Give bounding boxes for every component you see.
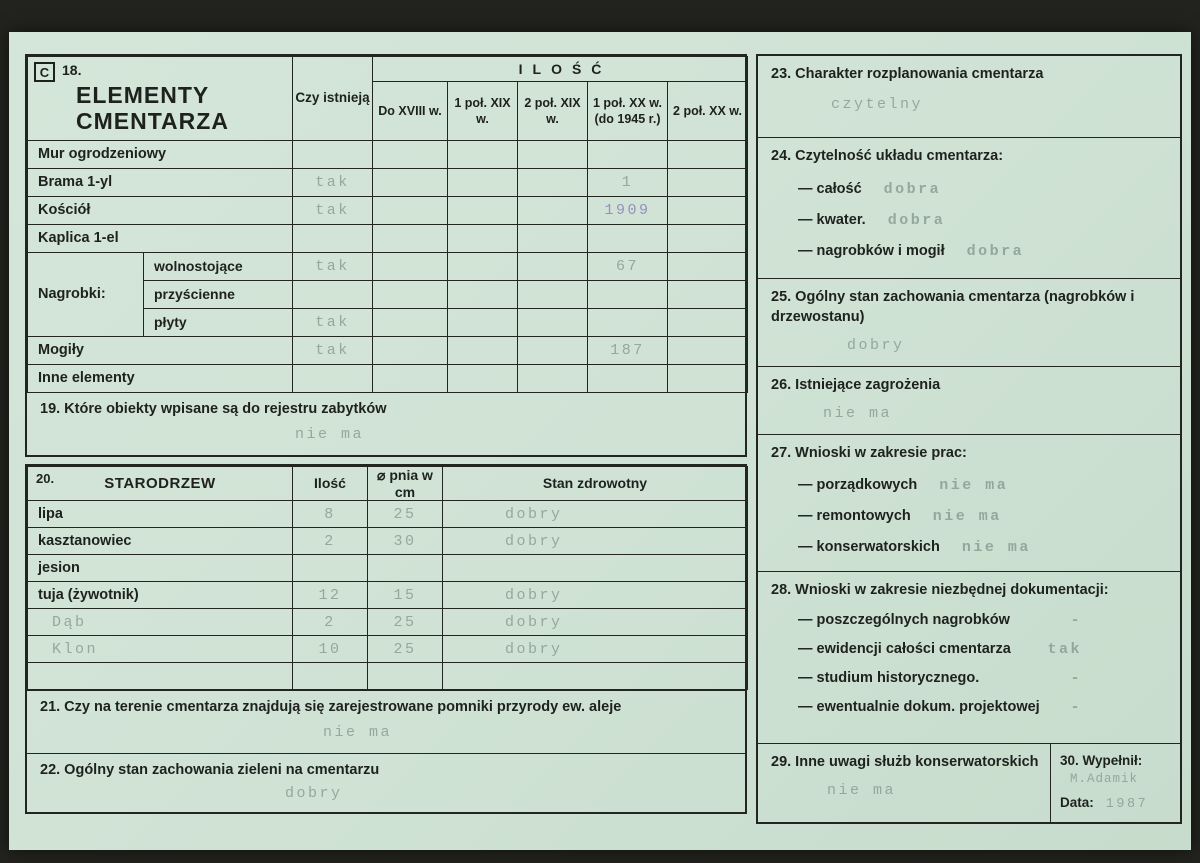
tree-row-lipa [28,500,748,527]
list-item [798,699,1170,716]
tree-row-jesion [28,554,748,581]
item-label: — konserwatorskich [798,539,940,556]
row-label: Brama 1-yl [28,168,293,196]
table-row-mogily [28,336,748,364]
section-letter-badge: C [34,62,55,82]
section-30-label: 30. Wypełnił: [1060,752,1143,768]
list-item [798,539,1170,556]
section-25-value: dobry [847,337,905,355]
column-header-diameter: ⌀ pnia w cm [368,466,443,500]
table-header-row [28,57,748,82]
typed-tree-name: Klon [52,640,99,658]
section-22-label: 22. Ogólny stan zachowania zieleni na cmentarzu [40,761,380,778]
column-header-period-5: 2 poł. XX w. [668,82,748,140]
section-24 [758,138,1180,279]
table-row-kaplica [28,224,748,252]
column-header-period-3: 2 poł. XIX w. [518,82,588,140]
section-21 [27,690,745,753]
tree-name: jesion [28,554,293,581]
section-19-value: nie ma [295,425,365,443]
section-29 [758,744,1050,822]
starodrzew-header-row [28,466,748,500]
typed-tree-name: Dąb [52,613,87,631]
table-row-inne [28,364,748,392]
typed-entry: tak [315,202,350,219]
section-23-value: czytelny [831,95,924,113]
typed-entry: - [1070,670,1082,688]
section-18-19-box [25,54,747,457]
list-item [798,477,1170,494]
typed-entry: 30 [393,532,417,550]
section-20-number: 20. [36,470,55,486]
typed-entry: nie ma [939,477,1009,495]
section-28-label: 28. Wnioski w zakresie niezbędnej dokumentacji: [771,581,1109,598]
column-header-period-4: 1 poł. XX w. (do 1945 r.) [588,82,668,140]
item-label: — nagrobków i mogił [798,242,945,259]
section-21-label: 21. Czy na terenie cmentarza znajdują się zarejestrowane pomniki przyrody ew. aleje [40,698,622,715]
typed-entry: dobra [887,211,946,229]
row-label: Kościół [28,196,293,224]
section-26-value: nie ma [823,404,893,422]
typed-entry: dobra [883,180,942,198]
starodrzew-table [27,466,748,690]
typed-entry: dobry [505,613,563,631]
typed-entry: tak [315,314,350,331]
item-label: — poszczególnych nagrobków [798,612,1010,629]
section-19 [27,393,745,455]
tree-row-klon [28,635,748,662]
date-value: 1987 [1105,796,1149,812]
form-paper [9,32,1191,850]
section-26 [758,367,1180,435]
row-sublabel: płyty [144,308,293,336]
date-label: Data: [1060,794,1094,810]
tree-row-empty [28,662,748,689]
item-label: — całość [798,180,862,197]
column-header-quantity: ILOŚĆ [373,57,748,82]
starodrzew-title-cell [28,466,293,500]
section-28 [758,572,1180,744]
table-row-kosciol [28,196,748,224]
section-20-22-box [25,464,747,814]
typed-entry: nie ma [932,508,1002,526]
typed-entry: tak [1047,641,1082,659]
column-header-period-2: 1 poł. XIX w. [448,82,518,140]
row-label: Mur ogrodzeniowy [28,140,293,168]
tree-name: tuja (żywotnik) [28,581,293,608]
section-23-label: 23. Charakter rozplanowania cmentarza [771,66,1044,82]
section-29-label: 29. Inne uwagi służb konserwatorskich [771,753,1039,770]
tree-row-tuja [28,581,748,608]
column-header-health: Stan zdrowotny [443,466,748,500]
item-label: — studium historycznego. [798,670,980,687]
typed-entry: dobry [505,532,563,550]
list-item [798,243,1170,260]
typed-entry: 2 [324,613,336,631]
item-label: — ewentualnie dokum. projektowej [798,699,1040,716]
typed-entry: 1 [621,174,634,191]
elements-heading: ELEMENTY CMENTARZA [76,82,229,134]
typed-entry: nie ma [961,539,1031,557]
item-label: — kwater. [798,211,866,228]
group-label-nagrobki: Nagrobki: [28,252,144,336]
tree-name: lipa [28,500,293,527]
section-23 [758,56,1180,138]
typed-entry: 25 [393,505,417,523]
list-item [798,508,1170,525]
typed-entry: 67 [615,258,639,275]
section-29-30 [758,744,1180,822]
left-column [25,54,747,814]
tree-name: kasztanowiec [28,527,293,554]
typed-entry: - [1070,699,1082,717]
typed-entry: tak [315,342,350,359]
typed-entry: dobry [505,640,563,658]
section-19-label: 19. Które obiekty wpisane są do rejestru zabytków [40,400,387,417]
list-item [798,212,1170,229]
typed-entry-year: 1909 [604,202,651,219]
section-21-value: nie ma [323,723,393,741]
list-item [798,181,1170,198]
list-item [798,612,1170,629]
typed-entry: 12 [318,586,342,604]
item-label: — porządkowych [798,477,918,494]
typed-entry: 15 [393,586,417,604]
typed-entry: dobra [966,242,1025,260]
typed-entry: 10 [318,640,342,658]
tree-row-dab [28,608,748,635]
section-26-label: 26. Istniejące zagrożenia [771,377,941,394]
right-column [756,54,1182,824]
typed-entry: 25 [393,640,417,658]
item-label: — ewidencji całości cmentarza [798,641,1011,658]
starodrzew-heading: STARODRZEW [104,474,216,492]
typed-entry: dobry [505,586,563,604]
section-27-label: 27. Wnioski w zakresie prac: [771,444,967,461]
section-22-value: dobry [285,784,343,802]
row-label: Kaplica 1-el [28,224,293,252]
tree-name [28,662,293,689]
row-sublabel: przyścienne [144,280,293,308]
table-row-brama [28,168,748,196]
column-header-period-1: Do XVIII w. [373,82,448,140]
row-sublabel: wolnostojące [144,252,293,280]
typed-entry: 2 [324,532,336,550]
section-25-label: 25. Ogólny stan zachowania cmentarza (nagrobków i drzewostanu) [771,289,1135,325]
section-22 [27,753,745,812]
section-number: 18. [62,62,82,78]
table-row-nagrobki-wolnostojace [28,252,748,280]
section-24-label: 24. Czytelność układu cmentarza: [771,148,1004,164]
elements-title-cell [28,57,293,141]
column-header-exists: Czy istnieją [293,57,373,141]
filled-by-name: M.Adamik [1070,771,1139,786]
row-label: Mogiły [28,336,293,364]
typed-entry: 187 [610,342,645,359]
column-header-ilosc: Ilość [293,466,368,500]
typed-entry: dobry [505,505,563,523]
section-30 [1050,744,1180,822]
date-row [1060,795,1174,812]
tree-row-kasztanowiec [28,527,748,554]
section-29-value: nie ma [827,782,897,800]
typed-entry: 25 [393,613,417,631]
table-row-mur [28,140,748,168]
elements-table [27,56,748,393]
typed-entry: tak [315,258,350,275]
list-item [798,670,1170,687]
list-item [798,641,1170,658]
section-27 [758,435,1180,572]
typed-entry: - [1070,612,1082,630]
section-25 [758,279,1180,367]
typed-entry: 8 [324,505,336,523]
row-label: Inne elementy [28,364,293,392]
typed-entry: tak [315,174,350,191]
item-label: — remontowych [798,508,911,525]
